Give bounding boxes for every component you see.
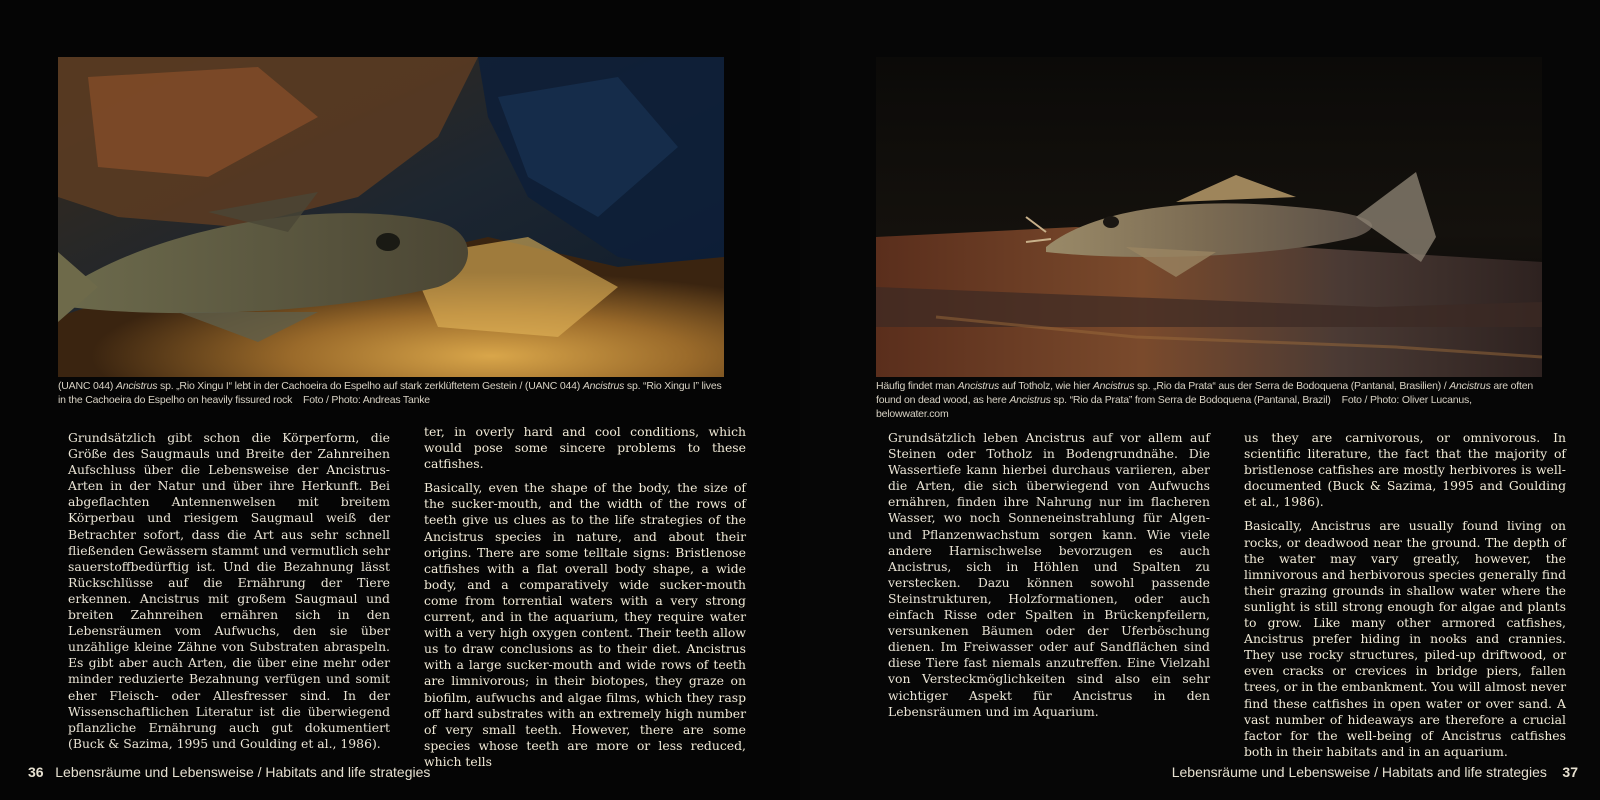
paragraph-de: Grundsätzlich gibt schon die Körperform, die Größe des Saugmauls und Breite der Zahnreihen Aufschluss über die Lebensweise der Ancistrus-Arten in der Natur und über ihre Herkunft. Bei abgeflachten Antennenwelsen mit breitem Körperbau und riesigem Saugmaul weiß der Betrachter sofort, dass die Art aus sehr schnell fließenden Gewässern stammt und vermutlich sehr sauerstoffbedürftig ist. Und die Bezahnung lässt Rückschlüsse auf die Ernährung der Tiere erkennen. Ancistrus mit großem Saugmaul und breiten Zahnreihen ernähren sich in den Lebensräumen vom Aufwuchs, den sie über unzählige kleine Zähne von Substraten abraspeln. Es gibt aber auch Arten, die über eine mehr oder minder reduzierte Bezahnung verfügen und somit eher Fleisch- oder Allesfresser sind. In der Wissenschaftlichen Literatur ist die überwiegend pflanzliche Ernährung auch gut dokumentiert (Buck & Sazima, 1995 und Goulding et al., 1986). (68, 430, 390, 751)
photo-credit: Foto / Photo: Andreas Tanke (303, 394, 430, 406)
caption-genus: Ancistrus (1009, 394, 1051, 406)
english-text-column (424, 424, 746, 778)
photo-catfish-on-wood (876, 57, 1542, 377)
running-head-de: Lebensräume und Lebensweise (55, 764, 254, 780)
photo-caption (876, 379, 1546, 421)
photo-caption (58, 379, 728, 407)
paragraph-en: Basically, even the shape of the body, the size of the sucker-mouth, and the width of the rows of teeth give us clues as to the life strategies of the Ancistrus species in nature, and about their origins. There are some telltale signs: Bristlenose catfishes with a flat overall body shape, a wide body, and a comparatively wide sucker-mouth come from torrential waters with a very strong current, and in the aquarium, they require water with a very high oxygen content. Their teeth allow us to draw conclusions as to their diet. Ancistrus with a large sucker-mouth and wide rows of teeth are limnivorous; in their biotopes, they graze on biofilm, aufwuchs and algae films, which they rasp off hard substrates with an extremely high number of very small teeth. However, there are some species whose teeth are more or less reduced, which tells (424, 480, 746, 769)
caption-text: sp. „Rio da Prata“ aus der Serra de Bodoquena (Pantanal, Brasilien) / (1134, 380, 1450, 392)
right-page (800, 0, 1600, 800)
caption-text: sp. “Rio da Prata” from Serra de Bodoquena (Pantanal, Brazil) (1050, 394, 1331, 406)
paragraph-en: Basically, Ancistrus are usually found living on rocks, or deadwood near the ground. The depth of the water may vary greatly, however, the limnivorous and herbivorous species generally find their grazing grounds in shallow water where the sunlight is still strong enough for algae and plants to grow. Like many other armored catfishes, Ancistrus prefer hiding in nooks and crannies. They use rocky structures, piled-up driftwood, or even cracks or crevices in bridge piers, fallen trees, or in the embankment. You will almost never find these catfishes in open water or over sand. A vast number of hideaways are therefore a crucial factor for the well-being of Ancistrus catfishes both in their habitats and in an aquarium. (1244, 518, 1566, 759)
paragraph-en: us they are carnivorous, or omnivorous. In scientific literature, the fact that the majority of bristlenose catfishes are mostly herbivores is well-documented (Buck & Sazima, 1995 and Goulding et al., 1986). (1244, 430, 1566, 510)
running-head-en: / Habitats and life strategies (1374, 764, 1547, 780)
paragraph-de: Grundsätzlich leben Ancistrus auf vor allem auf Steinen oder Totholz in Bodengrundnähe. Die Wassertiefe kann hierbei durchaus variieren, aber die Arten, die sich überwiegend von Aufwuchs ernähren, finden ihre Nahrung nur im flacheren Wasser, wo noch Sonneneinstrahlung für Algen- und Pflanzenwachstum sorgen kann. Wie viele andere Harnischwelse bevorzugen es auch Ancistrus, sich in Höhlen und Spalten zu verstecken. Dazu können sowohl passende Steinstrukturen, Holzformationen, oder auch einfach Risse oder Spalten in Brückenpfeilern, versunkenen Bäumen oder der Uferböschung dienen. Im Freiwasser oder auf Sandflächen sind diese Tiere fast niemals anzutreffen. Eine Vielzahl von Versteckmöglichkeiten sind also ein sehr wichtiger Aspekt für Ancistrus in den Lebensräumen und im Aquarium. (888, 430, 1210, 719)
page-footer-right (1172, 764, 1578, 780)
english-text-column (1244, 430, 1566, 768)
caption-genus: Ancistrus (582, 380, 625, 392)
german-text-column (68, 430, 390, 760)
german-text-column (888, 430, 1210, 728)
page-number: 37 (1562, 764, 1578, 780)
caption-genus: Ancistrus (1092, 380, 1135, 392)
caption-genus: Ancistrus (957, 380, 1000, 392)
caption-text: sp. „Rio Xingu I“ lebt in der Cachoeira do Espelho auf stark zerklüftetem Gestein / (UANC 044) (157, 380, 583, 392)
caption-text: are often found on dead wood, as here (876, 380, 1533, 406)
paragraph-en: ter, in overly hard and cool conditions, which would pose some sincere problems to these catfishes. (424, 424, 746, 472)
caption-genus: Ancistrus (1449, 380, 1491, 392)
page-footer-left (28, 764, 430, 780)
catfish-rock-image (58, 57, 724, 377)
caption-text: sp. “Rio Xingu I” lives in the Cachoeira do Espelho on heavily fissured rock (58, 380, 722, 406)
caption-text: (UANC 044) (58, 380, 116, 392)
caption-genus: Ancistrus (115, 380, 158, 392)
photo-credit: Foto / Photo: Oliver Lucanus, belowwater.com (876, 394, 1472, 420)
photo-catfish-on-rock (58, 57, 724, 377)
caption-text: Häufig findet man (876, 380, 958, 392)
page-number: 36 (28, 764, 44, 780)
running-head-de: Lebensräume und Lebensweise (1171, 764, 1371, 780)
caption-text: auf Totholz, wie hier (999, 380, 1093, 392)
catfish-wood-image (876, 57, 1542, 377)
running-head-en: / Habitats and life strategies (257, 764, 431, 780)
